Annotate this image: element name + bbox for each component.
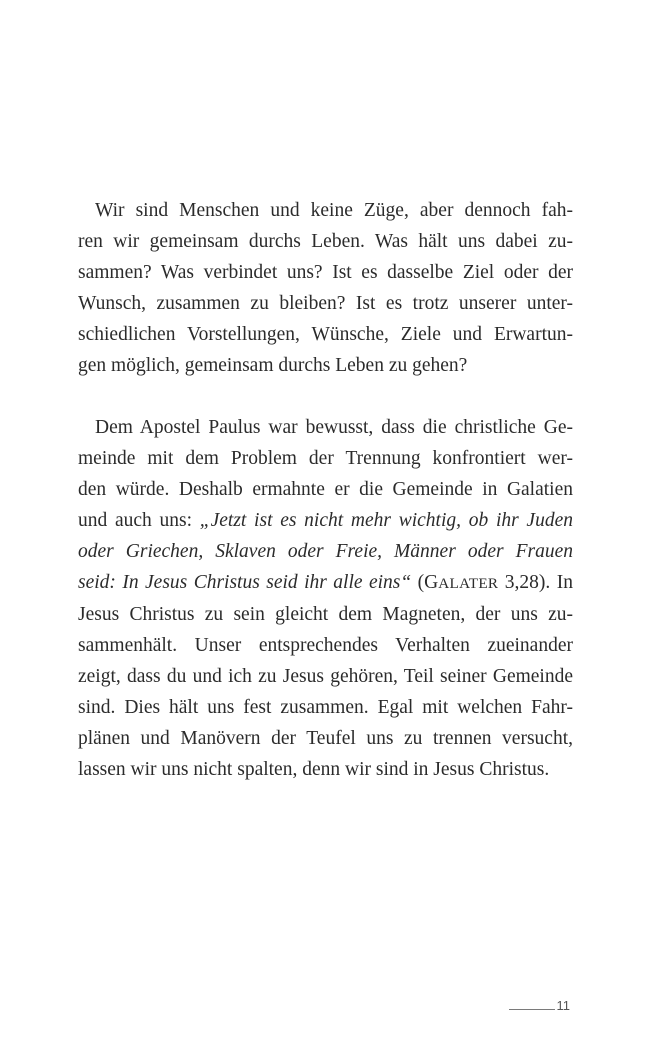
text-line bbox=[78, 505, 573, 536]
text-line: ren wir gemeinsam durchs Leben. Was hält uns dabei zu- bbox=[78, 231, 573, 252]
paragraph-spacer bbox=[78, 381, 573, 412]
text-line: Wir sind Menschen und keine Züge, aber dennoch fah- bbox=[95, 200, 573, 221]
text-line: schiedlichen Vorstellungen, Wünsche, Ziele und Erwartun- bbox=[78, 324, 573, 345]
page-number-label: 11 bbox=[556, 998, 570, 1013]
text-line: lassen wir uns nicht spalten, denn wir sind in Jesus Christus. bbox=[78, 759, 550, 780]
text-line: sammenhält. Unser entsprechendes Verhalten zueinander bbox=[78, 635, 573, 656]
text-line: plänen und Manövern der Teufel uns zu trennen versucht, bbox=[78, 728, 573, 749]
text-line: meinde mit dem Problem der Trennung konfrontiert wer- bbox=[78, 448, 573, 469]
text-line bbox=[78, 567, 573, 599]
paragraph-2 bbox=[78, 412, 573, 785]
text-line: sammen? Was verbindet uns? Ist es dasselbe Ziel oder der bbox=[78, 262, 573, 283]
scripture-reference-book: ALATER bbox=[438, 575, 499, 592]
text-line: Jesus Christus zu sein gleicht dem Magneten, der uns zu- bbox=[78, 604, 573, 625]
text-line: den würde. Deshalb ermahnte er die Gemeinde in Galatien bbox=[78, 479, 573, 500]
text-line: Wunsch, zusammen zu bleiben? Ist es trotz unserer unter- bbox=[78, 293, 573, 314]
scripture-reference-open: (G bbox=[411, 572, 439, 593]
bible-quote: „Jetzt ist es nicht mehr wichtig, ob ihr Juden bbox=[199, 510, 573, 531]
folio-rule bbox=[509, 1009, 555, 1010]
text-line: sind. Dies hält uns fest zusammen. Egal mit welchen Fahr- bbox=[78, 697, 573, 718]
scripture-reference-close: 3,28). In bbox=[498, 572, 573, 593]
text-line: zeigt, dass du und ich zu Jesus gehören, Teil seiner Gemeinde bbox=[78, 666, 573, 687]
text-line: gen möglich, gemeinsam durchs Leben zu gehen? bbox=[78, 355, 468, 376]
bible-quote-line: oder Griechen, Sklaven oder Freie, Männer oder Frauen bbox=[78, 541, 573, 562]
paragraph-1 bbox=[78, 195, 573, 381]
text-line: Dem Apostel Paulus war bewusst, dass die christliche Ge- bbox=[95, 417, 573, 438]
bible-quote: seid: In Jesus Christus seid ihr alle eins“ bbox=[78, 572, 412, 593]
page-number bbox=[509, 998, 571, 1013]
text-run: und auch uns: bbox=[78, 510, 200, 531]
body-text bbox=[78, 195, 573, 785]
